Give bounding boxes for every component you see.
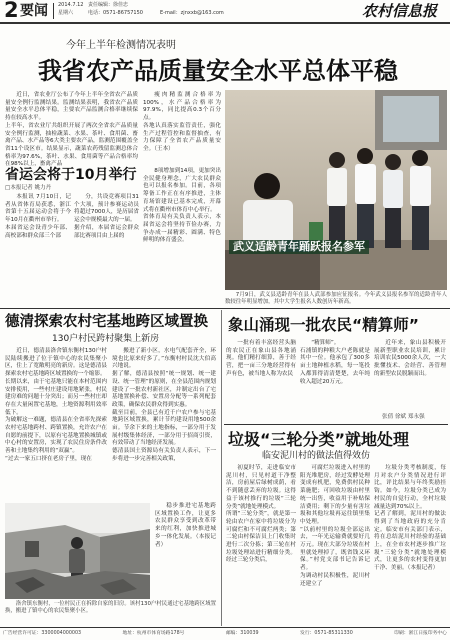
footer: [3, 629, 447, 639]
enlistment-photo-caption: 7月9日，武义县适龄青年在县人武部参加应征报名。今年武义县报名参军的适龄青年人数较往年明显增加，其中大学生报名人数创历年新高。: [225, 292, 447, 306]
header-rule: [0, 22, 450, 24]
photo-overlay-title: 武义适龄青年踊跃报名参军: [229, 240, 369, 254]
lead-body-column-1: 近日，省农业厅公布了今年上半年全省农产品质量安全例行监测结果。监测结果表明，我省农产品质量安全水平总体平稳，主要农产品监测合格率继续保持在较高水平。 上半年，省农业厅共组织开展了两次全省农产品质量安全例行监测，抽检蔬菜、水果、茶叶、食用菌、畜禽产品、水产品等6大类主要农产品，监测范围覆盖全省11个设区市。结果显示，蔬菜农药残留监测总体合格率为97.6%，茶叶、水果、食用菌等产品合格率均在98%以上，畜禽产品: [5, 92, 138, 168]
games-body-column-3: 8项增加到14项，更加突出全民健身理念，广大农民群众也可以报名参加。目前，各项筹备工作正在有序推进，主体育场馆建设已基本完成，开幕式将在衢州市体育中心举行。 省体育局有关负责人表示，本届省运会将坚持节俭办赛，力争办成一届精彩、圆满、特色鲜明的体育盛会。: [143, 168, 221, 244]
editor-email: E-mail：zjnxxb@163.com: [160, 10, 224, 16]
deqing-subhead: 130户村民跨村聚集上新房: [52, 334, 160, 344]
xiangshan-body-column-2: “精算师”。 石浦镇的种粮大户老陈就是其中一位。他承包了300多亩土地种植水稻，每一笔投入都算得清清楚楚，去年纯收入超过20万元。: [300, 340, 370, 385]
editor-phone: 电话：0571-86757150: [88, 10, 143, 16]
games-body-column-1: 本报讯 7月10日，记者从省体育局获悉，浙江省第十五届运动会将于今年10月在衢州市举行。 本届省运会设青少年部、高校部和群众部三个部: [5, 194, 71, 239]
games-byline: □本报记者 姚力丹: [5, 185, 52, 191]
footer-item: 邮编：310039: [225, 631, 259, 636]
right-section-divider: [224, 424, 448, 425]
enlistment-photo: [225, 90, 447, 290]
deqing-headline: 德清探索农村宅基地跨区域置换: [5, 314, 208, 330]
garbage-subhead: 临安泥川村的做法值得效仿: [262, 451, 371, 461]
xiangshan-body-column-1: 一批有着丰富经营头脑的农民正在象山县各地涌现。他们精打细算，善于经营，把一亩三分地经营得有声有色，被当地人称为农民: [226, 340, 296, 377]
games-headline: 省运会将于10月举行: [5, 167, 137, 183]
footer-item: 地址：杭州市体育场路178号: [122, 631, 185, 636]
enlistment-photo-image: [225, 90, 447, 290]
footer-item: 印刷：浙江日报印务中心: [394, 631, 447, 636]
demolition-photo-caption: 洛舍镇东衡村，一位村民正在拆除自家的旧房。该村130户村民通过宅基地跨区域置换，搬进了镇中心的农民集聚小区。: [5, 601, 216, 615]
xiangshan-byline: 张倩 徐斌 郑永强: [382, 414, 425, 420]
issue-weekday: 星期六: [58, 10, 74, 16]
footer-item: 发行：0571-85311330: [300, 631, 353, 636]
masthead: 农村信息报: [362, 2, 438, 20]
demolition-photo-image: [5, 503, 150, 599]
xiangshan-body-column-3: 近年来，象山县积极开展新型职业农民培训，累计培训农民5000余人次，一大批懂技术、会经营、善管理的新型农民脱颖而出。: [374, 340, 446, 377]
garbage-headline: 垃圾“三轮分类”就地处理: [228, 430, 410, 449]
footer-rule: [0, 627, 450, 628]
garbage-body-column-2: 可腐烂垃圾进入村里的阳光堆肥房，经过发酵处理变成有机肥，免费供村民种菜施肥；可回收垃圾由村里统一出售，收益用于补贴保洁费用；剩下的少量有害垃圾和其他垃圾再运往镇里集中处理。 “以前村里的垃圾全部运出去，一年光运输费就要好几万元。现在大部分垃圾在村里就处理掉了，既省钱又环保。”村党支部书记告诉记者。 为调动村民积极性，泥川村还建立了: [300, 465, 370, 587]
demolition-photo: [5, 503, 150, 599]
deqing-body-column-3: 稳步推进宅基地跨区域置换工作，让更多农民群众享受到改革带来的红利，加快推进城乡一体化发展。（本报记者）: [155, 503, 216, 548]
games-body-column-2: 分，共设竞赛项目31个大项，预计参赛运动员将超过7000人，是历届省运会中规模最大的一届。 据介绍，本届省运会群众部比赛项目由上届的: [74, 194, 139, 239]
page-number: 2: [4, 0, 19, 22]
lead-body-column-2: 瘦肉精监测合格率为100%，水产品合格率为97.9%，同比提高0.3个百分点。 各地认真落实监管责任，强化生产过程管控和监督抽查，有力保障了全省农产品质量安全。（王本）: [143, 92, 221, 152]
deqing-body-column-1: 近日，德清县洛舍镇东衡村130户村民陆续搬进了位于镇中心的农民集聚小区，住上了宽敞明亮的新房。这是德清县探索农村宅基地跨区域置换的一个缩影。 长期以来，由于宅基地只能在本村范围内安排使用，一些村庄建设用地紧张，村民建房难的问题十分突出；而另一些村庄却存在大量闲置宅基地，土地资源利用效率低下。 为破解这一难题，德清县在全省率先探索农村宅基地跨村、跨镇置换，允许农户在自愿的前提下，以原有宅基地置换城镇或中心村的安置房，实现了农民住房条件改善和土地集约利用的“双赢”。 “过去一家五口挤在老房子里，现在: [5, 348, 107, 462]
lead-headline: 我省农产品质量安全水平总体平稳: [38, 57, 398, 85]
garbage-body-column-3: 垃圾分类考核制度，每月对农户分类情况进行评比，评比结果与年终奖励挂钩。如今，垃圾分类已成为村民的自觉行动，全村垃圾减量达到70%以上。 记者了解到，泥川村的做法得到了当地政府的充分肯定。临安市有关部门表示，将在总结泥川村经验的基础上，在全市农村逐步推广垃圾“三轮分类”就地处理模式，让更多的农村变得更加干净、美丽。（本报记者）: [374, 465, 446, 572]
lead-kicker: 今年上半年检测情况表明: [66, 40, 176, 51]
deqing-body-column-2: 搬进了新小区，水电气配套齐全，环境也比原来好多了。”东衡村村民沈大伯高兴地说。 据了解，德清县按照“统一规划、统一建设、统一管理”的原则，在全县范围内规划建设了一批农村新社区，并制定出台了宅基地置换补偿、安置房分配等一系列配套政策，确保农民群众得到实惠。 截至目前，全县已有近千户农户参与宅基地跨区域置换，累计节约建设用地500余亩。节余下来的土地指标，一部分用于发展村级集体经济，一部分用于招商引资，有效带动了当地经济发展。 德清县国土资源局有关负责人表示，下一步将进一步完善相关政策，: [112, 348, 216, 462]
page-header: [0, 0, 450, 22]
column-divider: [221, 310, 222, 626]
issue-date: 2014.7.12: [58, 2, 84, 8]
footer-item: 广告经营许可证：3300004000003: [3, 631, 82, 636]
garbage-body-column-1: 初夏时节，走进临安市泥川村，只见村道干净整洁，房前屋后绿树成荫，看不到随意丢弃的垃圾。这得益于该村推行的垃圾“三轮分类”就地处理模式。 所谓“三轮分类”，就是第一轮由农户在家中将垃圾分为可腐烂和不可腐烂两类；第二轮由村保洁员上门收集时进行二次分拣；第三轮在村垃圾处理站进行精细分类。经过三轮分类后，: [226, 465, 296, 564]
section-divider: [0, 308, 450, 309]
xiangshan-headline: 象山涌现一批农民“精算师”: [228, 316, 419, 334]
section-name: 要闻: [20, 3, 48, 19]
header-separator: [53, 3, 54, 19]
editor-credit: 责任编辑：徐佳忠: [88, 2, 129, 8]
